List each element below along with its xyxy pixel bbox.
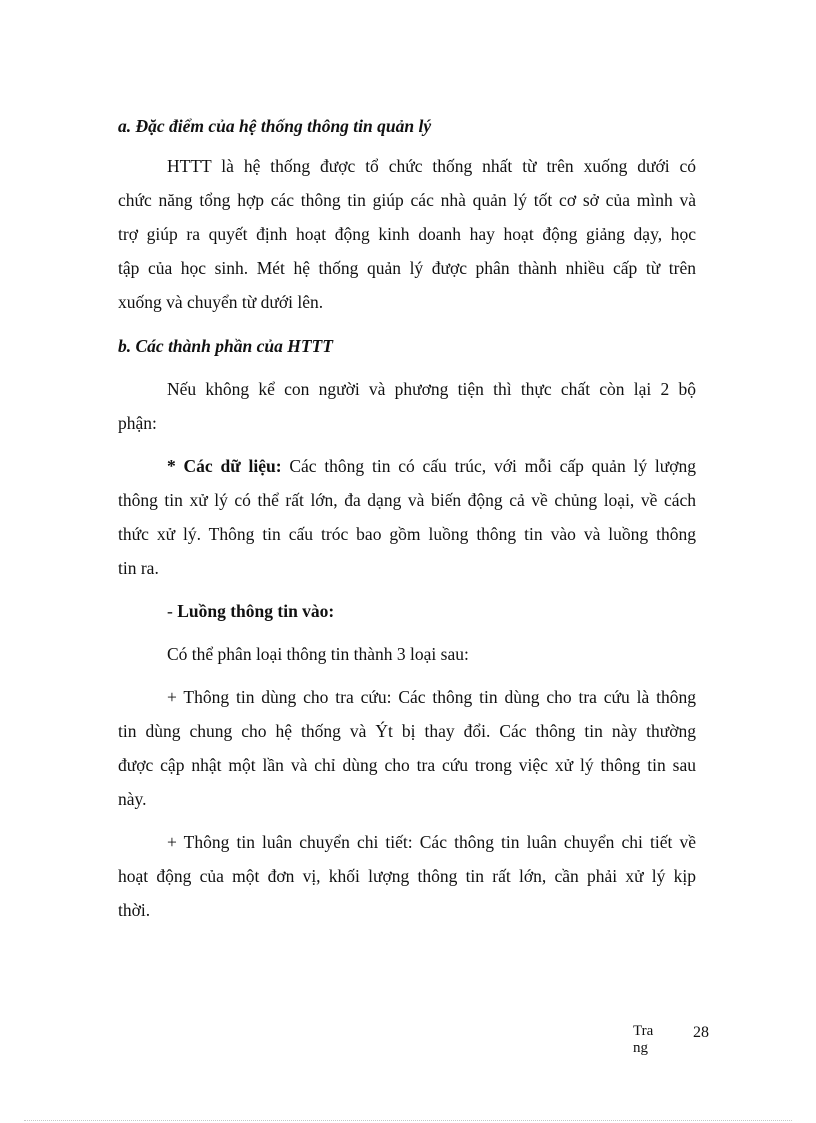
paragraph-line: phận:: [118, 413, 157, 433]
page-edge-divider: [24, 1120, 792, 1121]
paragraph-line: xuống và chuyển từ dưới lên.: [118, 292, 324, 312]
paragraph-line: HTTT là hệ thống được tổ chức thống nhất từ trên xuống dưới có: [167, 156, 696, 176]
page-number: 28: [693, 1024, 709, 1041]
term-text: Các thông tin có cấu trúc, với mỗi cấp quản lý lượng: [281, 456, 696, 476]
subheading-line: [167, 600, 696, 622]
paragraph-line: hoạt động của một đơn vị, khối lượng thông tin rất lớn, cần phải xử lý kịp: [118, 866, 696, 886]
page-label: Trang: [633, 1023, 654, 1056]
paragraph-line: + Thông tin luân chuyển chi tiết: Các thông tin luân chuyển chi tiết về: [167, 832, 696, 852]
subheading-dash: -: [167, 601, 178, 621]
paragraph-line: Có thể phân loại thông tin thành 3 loại sau:: [167, 644, 469, 664]
paragraph-line: [167, 455, 696, 477]
paragraph-line: thời.: [118, 900, 151, 920]
paragraph-line: trợ giúp ra quyết định hoạt động kinh doanh hay hoạt động giảng dạy, học: [118, 224, 696, 244]
paragraph-line: Nếu không kể con người và phương tiện thì thực chất còn lại 2 bộ: [167, 379, 696, 399]
paragraph-line: này.: [118, 789, 147, 809]
paragraph-line: tin dùng chung cho hệ thống và Ýt bị thay đổi. Các thông tin này thường: [118, 721, 696, 741]
paragraph-line: thức xử lý. Thông tin cấu tróc bao gồm luồng thông tin vào và luồng thông: [118, 524, 696, 544]
paragraph-line: tin ra.: [118, 558, 159, 578]
term-label: * Các dữ liệu:: [167, 456, 282, 476]
heading-b: b. Các thành phần của HTTT: [118, 336, 333, 356]
subheading: Luồng thông tin vào:: [177, 601, 335, 621]
paragraph-line: tập của học sinh. Mét hệ thống quản lý được phân thành nhiều cấp từ trên: [118, 258, 696, 278]
paragraph-line: thông tin xử lý có thể rất lớn, đa dạng và biến động cả về chủng loại, về cách: [118, 490, 696, 510]
paragraph-line: + Thông tin dùng cho tra cứu: Các thông tin dùng cho tra cứu là thông: [167, 687, 696, 707]
paragraph-line: được cập nhật một lần và chỉ dùng cho tra cứu trong việc xử lý thông tin sau: [118, 755, 696, 775]
paragraph-line: chức năng tổng hợp các thông tin giúp các nhà quản lý tốt cơ sở của mình và: [118, 190, 696, 210]
heading-a: a. Đặc điểm của hệ thống thông tin quản lý: [118, 116, 432, 136]
